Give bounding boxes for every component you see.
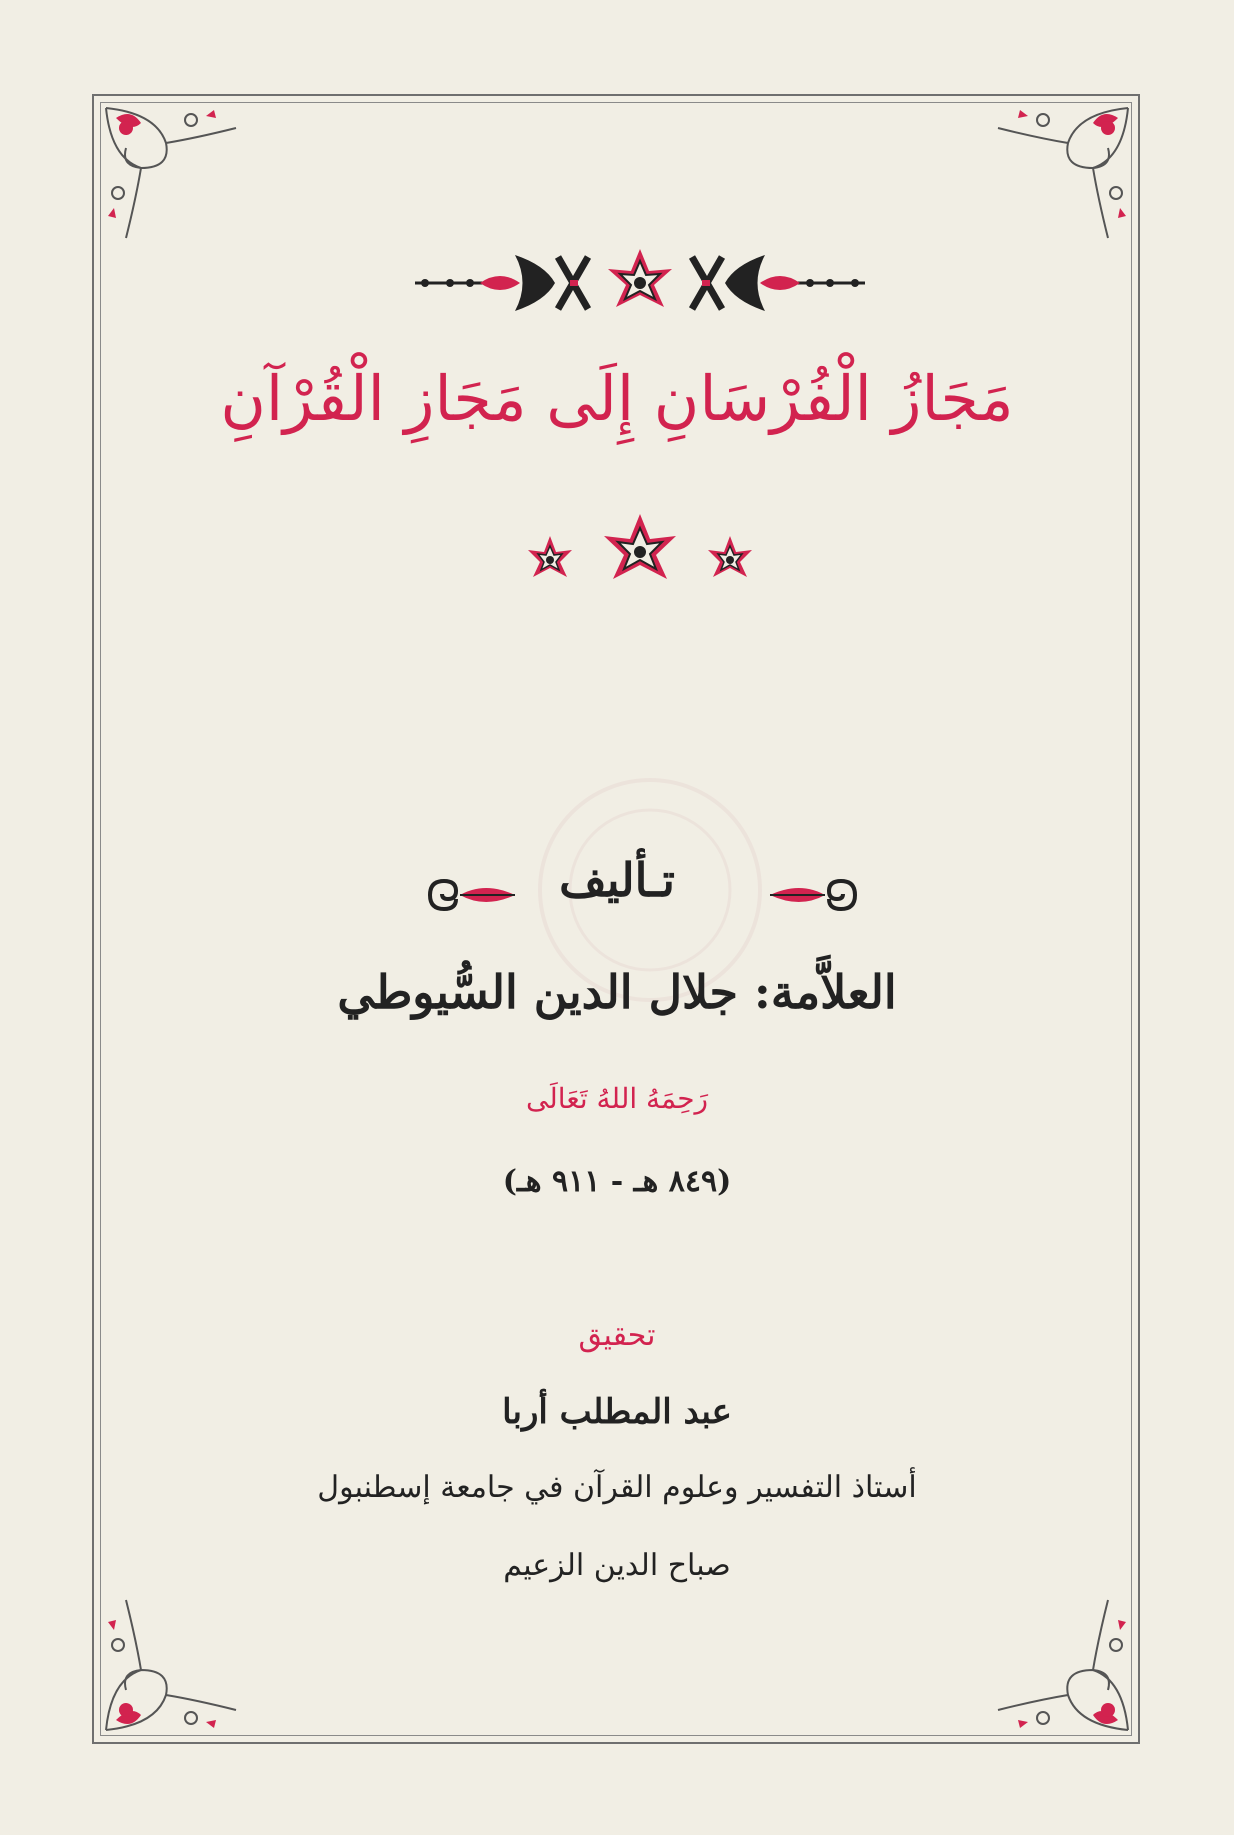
- tahqiq-label: تحقيق: [578, 1318, 656, 1353]
- book-title: مَجَازُ الْفُرْسَانِ إِلَى مَجَازِ الْقُرْآنِ: [220, 362, 1014, 435]
- author-name: العلاَّمة: جلال الدين السُّيوطي: [337, 965, 897, 1019]
- corner-floral-ornament-icon: [988, 98, 1138, 248]
- by-label: تـأليف: [559, 853, 675, 907]
- corner-floral-ornament-icon: [988, 1590, 1138, 1740]
- co-editor-name: صباح الدين الزعيم: [503, 1548, 731, 1583]
- editor-name: عبد المطلب أربا: [502, 1392, 732, 1432]
- star-row-divider: [520, 510, 760, 595]
- top-arabesque-divider: [410, 245, 870, 320]
- star-flower-ornament-icon: [528, 536, 572, 577]
- corner-floral-ornament-icon: [96, 1590, 246, 1740]
- star-flower-ornament-icon: [708, 536, 752, 577]
- arabesque-ornament-icon: [692, 255, 865, 311]
- mercy-phrase: رَحِمَهُ اللهُ تَعَالَى: [525, 1082, 709, 1115]
- editor-role: أستاذ التفسير وعلوم القرآن في جامعة إسطنبول: [317, 1470, 917, 1505]
- corner-floral-ornament-icon: [96, 98, 246, 248]
- star-flower-ornament-icon: [604, 514, 676, 579]
- author-dates: (٨٤٩ هـ - ٩١١ هـ): [502, 1164, 732, 1199]
- star-flower-ornament-icon: [608, 249, 672, 307]
- arabesque-ornament-icon: [415, 255, 588, 311]
